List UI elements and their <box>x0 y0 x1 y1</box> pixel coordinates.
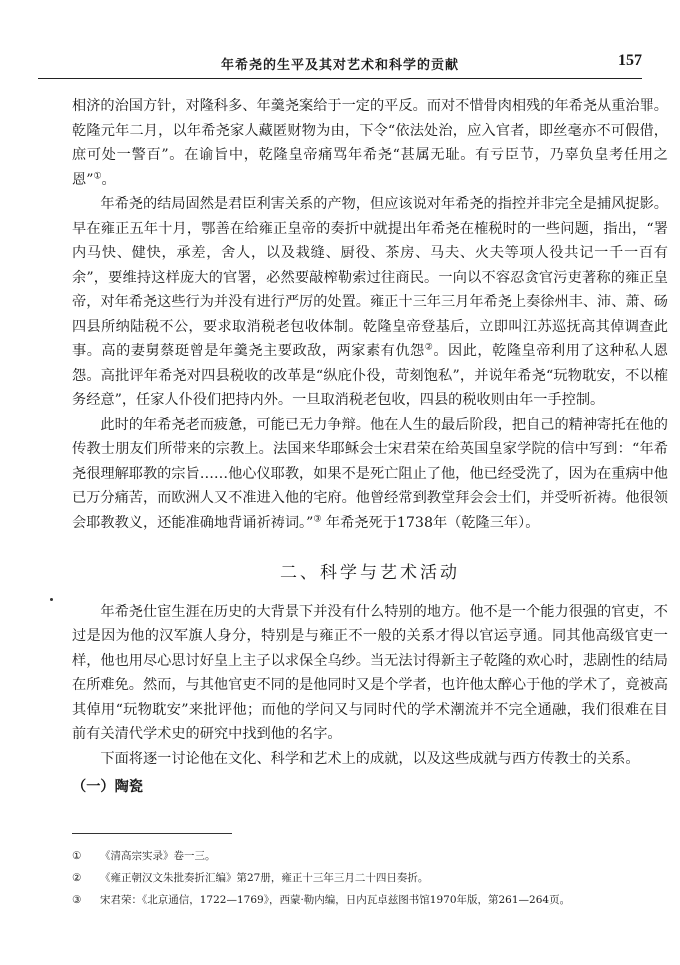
footnote-mark: ③ <box>72 894 82 906</box>
footnote-mark: ① <box>72 850 82 862</box>
paragraph-3-text-b: 年希尧死于1738年（乾隆三年）。 <box>321 514 540 531</box>
footnote-divider <box>72 833 232 834</box>
footnote-text: 《清高宗实录》卷一三。 <box>100 850 216 862</box>
paragraph-2-text-a: 年希尧的结局固然是君臣利害关系的产物，但应该说对年希尧的指控并非完全是捕风捉影。早在雍正五年十月，鄂善在给雍正皇帝的奏折中就提出年希尧在榷税时的一些问题，指出，“署内马快、健快，承差，舍人，以及栽缝、厨役、茶房、马夫、火夫等项人役共记一千一百有余”，要维持这样庞大的官署，必然要敲榨勒索过往商民。一向以不容忍贪官污吏著称的雍正皇帝，对年希尧这些行为并没有进行严厉的处置。雍正十三年三月年希尧上奏徐州丰、沛、萧、砀四县所纳陆税不公，要求取消税老包收体制。乾隆皇帝登基后，立即叫江苏巡抚高其倬调查此事。高的妻舅蔡珽曾是年羹尧主要政敌，两家素有仇怨 <box>72 196 668 359</box>
running-title: 年希尧的生平及其对艺术和科学的贡献 <box>220 58 459 73</box>
footnote-ref-1: ① <box>93 170 102 181</box>
paragraph-1 <box>72 94 668 192</box>
paragraph-3 <box>72 413 668 536</box>
footnote-ref-2: ② <box>424 342 434 353</box>
paragraph-1-text: 相济的治国方针，对隆科多、年羹尧案给于一定的平反。而对不惜骨肉相残的年希尧从重治罪。乾隆元年二月，以年希尧家人藏匿财物为由，下令“依法处治，应入官者，即丝毫亦不可假借，庶可处一警百”。在谕旨中，乾隆皇帝痛骂年希尧“甚属无耻。有亏臣节，乃辜负皇考任用之恩” <box>72 98 668 188</box>
footnotes <box>72 845 640 911</box>
footnote-ref-3: ③ <box>313 513 322 524</box>
section-heading: 二、科学与艺术活动 <box>280 563 460 583</box>
main-text <box>72 94 668 800</box>
paragraph-1-end: 。 <box>101 171 116 188</box>
paragraph-2-text-b: 。因此，乾隆皇帝利用了这种私人恩怨。高批评年希尧对四县税收的改革是“纵庇仆役，苛刻饱私”，并说年希尧“玩物耽安，不以榷务经意”，任家人仆役们把持内外。一旦取消税老包收，四县的税收则由年一手控制。 <box>72 343 668 408</box>
footnote-text: 宋君荣：《北京通信，1722—1769》，西蒙·勒内编，日内瓦卓兹图书馆1970年版，第261—264页。 <box>100 894 571 906</box>
paragraph-5: 下面将逐一讨论他在文化、科学和艺术上的成就，以及这些成就与西方传教士的关系。 <box>100 750 640 767</box>
footnote <box>72 845 640 867</box>
subsection-heading: （一）陶瓷 <box>72 779 143 795</box>
footnote-mark: ② <box>72 872 82 884</box>
scan-speck <box>50 598 53 601</box>
running-header <box>38 52 642 79</box>
footnote <box>72 889 640 911</box>
footnote-text: 《雍正朝汉文朱批奏折汇编》第27册，雍正十三年三月二十四日奏折。 <box>100 872 429 884</box>
paragraph-3-text-a: 此时的年希尧老而疲惫，可能已无力争辩。他在人生的最后阶段，把自己的精神寄托在他的传教士朋友们所带来的宗教上。法国来华耶稣会士宋君荣在给英国皇家学院的信中写到：“年希尧很理解耶教的宗旨……他心仪耶教，如果不是死亡阻止了他，他已经受洗了，因为在重病中他已万分痛苦，而欧洲人又不准进入他的宅府。他曾经常到教堂拜会会士们，并受听祈祷。他很领会耶教教义，还能准确地背诵祈祷词。” <box>72 416 668 531</box>
page-number: 157 <box>618 52 642 69</box>
paragraph-4: 年希尧仕宦生涯在历史的大背景下并没有什么特别的地方。他不是一个能力很强的官吏，不过是因为他的汉军旗人身分，特别是与雍正不一般的关系才得以官运亨通。同其他高级官吏一样，他也用尽心思讨好皇上主子以求保全乌纱。当无法讨得新主子乾隆的欢心时，悲剧性的结局在所难免。然而，与其他官吏不同的是他同时又是个学者，也许他太醉心于他的学术了，竟被高其倬用“玩物耽安”来批评他；而他的学问又与同时代的学术潮流并不完全通融，我们很难在目前有关清代学术史的研究中找到他的名字。 <box>72 603 668 742</box>
footnote <box>72 867 640 889</box>
paragraph-2 <box>72 192 668 413</box>
